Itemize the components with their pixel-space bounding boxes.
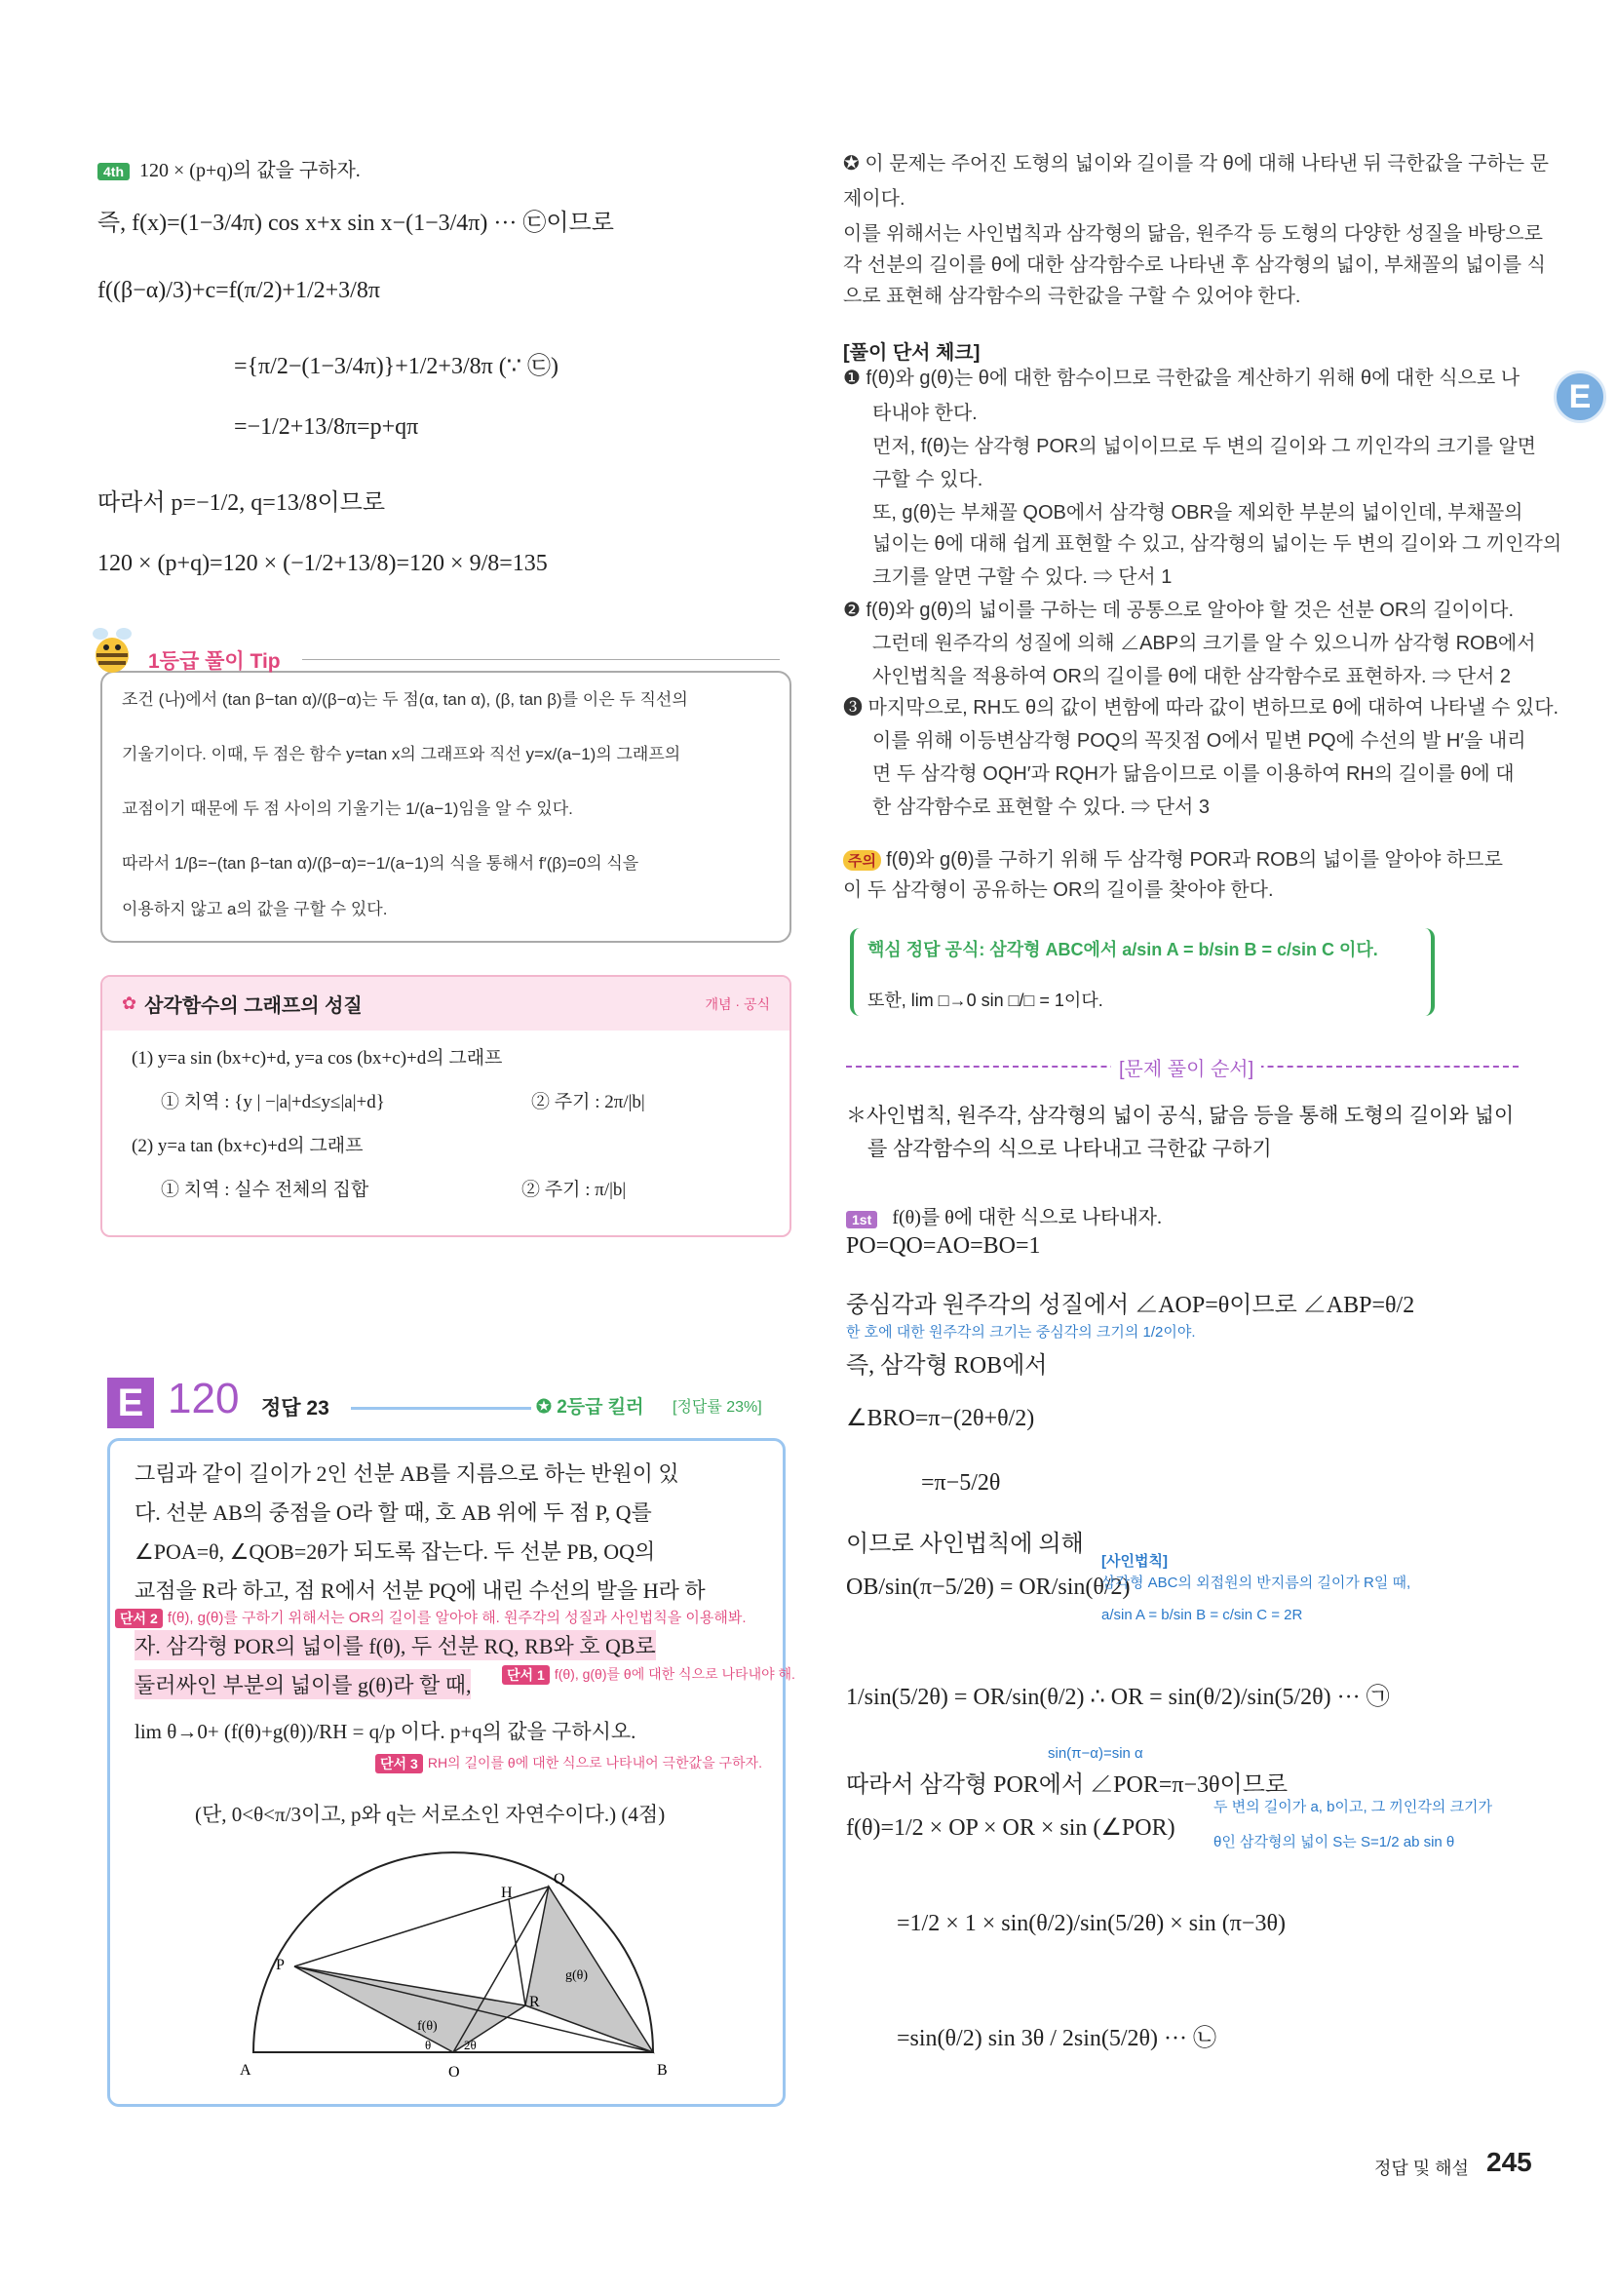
problem-rate: [정답률 23%] — [673, 1399, 762, 1416]
problem-level: ✪ 2등급 킬러 — [536, 1397, 644, 1418]
semicircle-figure — [234, 1823, 682, 2086]
solution-3: 즉, 삼각형 ROB에서 — [846, 1353, 1048, 1379]
check-9: 그런데 원주각의 성질에 의해 ∠ABP의 크기를 알 수 있으니까 삼각형 ROB에서 — [872, 633, 1536, 654]
problem-line-4: 교점을 R라 하고, 점 R에서 선분 PQ에 내린 수선의 발을 H라 하 — [135, 1578, 706, 1603]
step4-heading — [97, 154, 780, 182]
check-8: ❷ f(θ)와 g(θ)의 넓이를 구하는 데 공통으로 알아야 할 것은 선분 OR의 길이이다. — [843, 600, 1515, 621]
tip-line-2: 기울기이다. 이때, 두 점은 함수 y=tan x의 그래프와 직선 y=x/(a−1)의 그래프의 — [122, 745, 681, 763]
problem-note-2 — [502, 1664, 795, 1685]
note3-tag: 단서 3 — [375, 1754, 423, 1773]
caution-text-1: f(θ)와 g(θ)를 구하기 위해 두 삼각형 POR과 ROB의 넓이를 알아야 하므로 — [886, 849, 1503, 871]
page-number: 245 — [1486, 2147, 1532, 2177]
tip-line-3: 교점이기 때문에 두 점 사이의 기울기는 1/(a−1)임을 알 수 있다. — [122, 799, 573, 818]
point-h: H — [501, 1885, 513, 1901]
equation-3: ={π/2−(1−3/4π)}+1/2+3/8π (∵ ㉢) — [234, 354, 558, 379]
solution-2: 중심각과 원주각의 성질에서 ∠AOP=θ이므로 ∠ABP=θ/2 — [846, 1293, 1415, 1318]
intro-line-4: 각 선분의 길이를 θ에 대한 삼각함수로 나타낸 후 삼각형의 넓이, 부채꼴의 넓이를 식 — [843, 254, 1546, 276]
problem-number: 120 — [168, 1375, 240, 1422]
graph-box-title: 삼각함수의 그래프의 성질 — [144, 995, 363, 1017]
graph-line-4: (2) y=a tan (bx+c)+d의 그래프 — [132, 1136, 364, 1156]
point-b: B — [657, 2062, 668, 2079]
check-11: ❸ 마지막으로, RH도 θ의 값이 변함에 따라 값이 변하므로 θ에 대하여 나타낼 수 있다. — [843, 697, 1559, 719]
equation-4: =−1/2+13/8π=p+qπ — [234, 414, 419, 440]
flower-icon: ✿ — [122, 993, 137, 1014]
solution-8: 1/sin(5/2θ) = OR/sin(θ/2) ∴ OR = sin(θ/2)/sin(5/2θ) ··· ㉠ — [846, 1685, 1390, 1710]
key-formula-2: 또한, lim □→0 sin □/□ = 1이다. — [867, 991, 1103, 1010]
tip-line-1: 조건 (나)에서 (tan β−tan α)/(β−α)는 두 점(α, tan α), (β, tan β)를 이은 두 직선의 — [122, 690, 688, 709]
problem-line-8: (단, 0<θ<π/3이고, p와 q는 서로소인 자연수이다.) (4점) — [195, 1803, 666, 1826]
order-title: [문제 풀이 순서] — [1111, 1053, 1261, 1081]
order-line-2: 를 삼각함수의 식으로 나타내고 극한값 구하기 — [867, 1138, 1272, 1160]
note1-tag: 단서 2 — [115, 1609, 163, 1628]
solution-note-3: sin(π−α)=sin α — [1048, 1745, 1143, 1762]
check-5: 또, g(θ)는 부채꼴 QOB에서 삼각형 OBR을 제외한 부분의 넓이인데, 부채꼴의 — [872, 502, 1523, 524]
check-7: 크기를 알면 구할 수 있다. ⇒ 단서 1 — [872, 566, 1173, 588]
graph-box-tag: 개념 · 공식 — [705, 995, 770, 1012]
check-title: [풀이 단서 체크] — [843, 342, 981, 364]
order-line-1: ＊사인법칙, 원주각, 삼각형의 넓이 공식, 닮음 등을 통해 도형의 길이와 넓이 — [846, 1105, 1515, 1127]
point-r: R — [529, 1994, 540, 2010]
graph-line-2: ① 치역 : {y | −|a|+d≤y≤|a|+d} — [161, 1092, 385, 1112]
equation-5: 따라서 p=−1/2, q=13/8이므로 — [97, 490, 386, 516]
solution-4: ∠BRO=π−(2θ+θ/2) — [846, 1406, 1035, 1431]
graph-line-3: ② 주기 : 2π/|b| — [531, 1092, 645, 1112]
solution-note-4b: θ인 삼각형의 넓이 S는 S=1/2 ab sin θ — [1213, 1834, 1455, 1850]
check-14: 한 삼각함수로 표현할 수 있다. ⇒ 단서 3 — [872, 797, 1211, 818]
solution-note-1: 한 호에 대한 원주각의 크기는 중심각의 크기의 1/2이야. — [846, 1324, 1196, 1341]
note3-text: RH의 길이를 θ에 대한 식으로 나타내어 극한값을 구하자. — [427, 1755, 762, 1771]
point-o: O — [448, 2064, 460, 2081]
header-rule — [351, 1407, 531, 1410]
intro-line-1: ✪ 이 문제는 주어진 도형의 넓이와 길이를 각 θ에 대해 나타낸 뒤 극한값을 구하는 문 — [843, 153, 1549, 175]
problem-badge: E — [107, 1378, 154, 1428]
label-2theta: 2θ — [464, 2038, 477, 2052]
footer-label: 정답 및 해설 — [1374, 2159, 1469, 2178]
label-g: g(θ) — [565, 1968, 589, 1983]
note2-text: f(θ), g(θ)를 θ에 대한 식으로 나타내야 해. — [554, 1666, 795, 1682]
solution-7: OB/sin(π−5/2θ) = OR/sin(θ/2) — [846, 1575, 1131, 1600]
problem-note-1 — [115, 1607, 747, 1628]
caution-tag: 주의 — [843, 850, 881, 871]
problem-line-5: 자. 삼각형 POR의 넓이를 f(θ), 두 선분 RQ, RB와 호 QB로 — [135, 1630, 656, 1660]
section-badge-e: E — [1554, 370, 1606, 423]
problem-line-1: 그림과 같이 길이가 2인 선분 AB를 지름으로 하는 반원이 있 — [135, 1461, 679, 1486]
solution-note-4a: 두 변의 길이가 a, b이고, 그 끼인각의 크기가 — [1213, 1799, 1493, 1815]
graph-line-5: ① 치역 : 실수 전체의 집합 — [161, 1180, 369, 1200]
problem-line-2: 다. 선분 AB의 중점을 O라 할 때, 호 AB 위에 두 점 P, Q를 — [135, 1500, 652, 1525]
check-1: ❶ f(θ)와 g(θ)는 θ에 대한 함수이므로 극한값을 계산하기 위해 θ에 대한 식으로 나 — [843, 368, 1521, 389]
check-3: 먼저, f(θ)는 삼각형 POR의 넓이이므로 두 변의 길이와 그 끼인각의 크기를 알면 — [872, 436, 1536, 457]
step4-tag: 4th — [97, 163, 130, 180]
label-theta: θ — [425, 2038, 432, 2052]
step1-text: f(θ)를 θ에 대한 식으로 나타내자. — [892, 1207, 1162, 1228]
tip-title: 1등급 풀이 Tip — [148, 650, 281, 673]
problem-line-6: 둘러싸인 부분의 넓이를 g(θ)라 할 때, — [135, 1669, 471, 1699]
graph-line-6: ② 주기 : π/|b| — [521, 1180, 627, 1200]
check-2: 타내야 한다. — [872, 403, 978, 424]
graph-line-1: (1) y=a sin (bx+c)+d, y=a cos (bx+c)+d의 그래프 — [132, 1048, 503, 1069]
solution-10: f(θ)=1/2 × OP × OR × sin (∠POR) — [846, 1815, 1175, 1841]
note2-tag: 단서 1 — [502, 1665, 550, 1685]
solution-6: 이므로 사인법칙에 의해 — [846, 1532, 1084, 1557]
point-q: Q — [554, 1871, 565, 1887]
point-p: P — [276, 1957, 285, 1973]
caution-text-2: 이 두 삼각형이 공유하는 OR의 길이를 찾아야 한다. — [843, 879, 1274, 901]
solution-note-2b: 삼각형 ABC의 외접원의 반지름의 길이가 R일 때, — [1101, 1575, 1411, 1591]
solution-9: 따라서 삼각형 POR에서 ∠POR=π−3θ이므로 — [846, 1772, 1289, 1798]
equation-2: f((β−α)/3)+c=f(π/2)+1/2+3/8π — [97, 278, 380, 303]
tip-line-4: 따라서 1/β=−(tan β−tan α)/(β−α)=−1/(a−1)의 식을 통해서 f′(β)=0의 식을 — [122, 854, 639, 873]
check-13: 면 두 삼각형 OQH′과 RQH가 닮음이므로 이를 이용하여 RH의 길이를 θ에 대 — [872, 763, 1515, 785]
problem-answer: 정답 23 — [261, 1397, 329, 1420]
label-f: f(θ) — [417, 2019, 438, 2034]
equation-6: 120 × (p+q)=120 × (−1/2+13/8)=120 × 9/8=135 — [97, 551, 548, 576]
check-4: 구할 수 있다. — [872, 469, 983, 490]
key-formula-1: 핵심 정답 공식: 삼각형 ABC에서 a/sin A = b/sin B = c/sin C 이다. — [867, 940, 1378, 959]
solution-5: =π−5/2θ — [921, 1470, 1001, 1496]
tip-line-5: 이용하지 않고 a의 값을 구할 수 있다. — [122, 900, 388, 918]
solution-1: PO=QO=AO=BO=1 — [846, 1233, 1041, 1259]
bee-icon — [88, 624, 136, 678]
problem-note-3 — [375, 1753, 762, 1773]
problem-line-3: ∠POA=θ, ∠QOB=2θ가 되도록 잡는다. 두 선분 PB, OQ의 — [135, 1539, 656, 1564]
check-6: 넓이는 θ에 대해 쉽게 표현할 수 있고, 삼각형의 넓이는 두 변의 길이와 그 끼인각의 — [872, 533, 1562, 555]
equation-1: 즉, f(x)=(1−3/4π) cos x+x sin x−(1−3/4π) ··· ㉢이므로 — [97, 211, 614, 236]
intro-line-2: 제이다. — [843, 188, 905, 210]
solution-11: =1/2 × 1 × sin(θ/2)/sin(5/2θ) × sin (π−3θ) — [897, 1911, 1286, 1936]
step1-tag: 1st — [846, 1211, 877, 1228]
tip-title-rule — [302, 659, 780, 660]
solution-note-2c: a/sin A = b/sin B = c/sin C = 2R — [1101, 1607, 1303, 1623]
check-12: 이를 위해 이등변삼각형 POQ의 꼭짓점 O에서 밑변 PQ에 수선의 발 H′을 내리 — [872, 730, 1526, 752]
note1-text: f(θ), g(θ)를 구하기 위해서는 OR의 길이를 알아야 해. 원주각의 성질과 사인법칙을 이용해봐. — [167, 1610, 747, 1626]
solution-12: =sin(θ/2) sin 3θ / 2sin(5/2θ) ··· ㉡ — [897, 2026, 1216, 2051]
point-a: A — [240, 2062, 251, 2079]
step1-heading — [846, 1201, 1162, 1229]
intro-line-3: 이를 위해서는 사인법칙과 삼각형의 닮음, 원주각 등 도형의 다양한 성질을 바탕으로 — [843, 223, 1544, 245]
problem-line-7: lim θ→0+ (f(θ)+g(θ))/RH = q/p 이다. p+q의 값을 구하시오. — [135, 1720, 636, 1743]
step4-text: 120 × (p+q)의 값을 구하자. — [139, 160, 361, 181]
check-10: 사인법칙을 적용하여 OR의 길이를 θ에 대한 삼각함수로 표현하자. ⇒ 단서 2 — [872, 666, 1512, 687]
intro-line-5: 으로 표현해 삼각함수의 극한값을 구할 수 있어야 한다. — [843, 286, 1301, 307]
solution-note-2a: [사인법칙] — [1101, 1553, 1168, 1570]
